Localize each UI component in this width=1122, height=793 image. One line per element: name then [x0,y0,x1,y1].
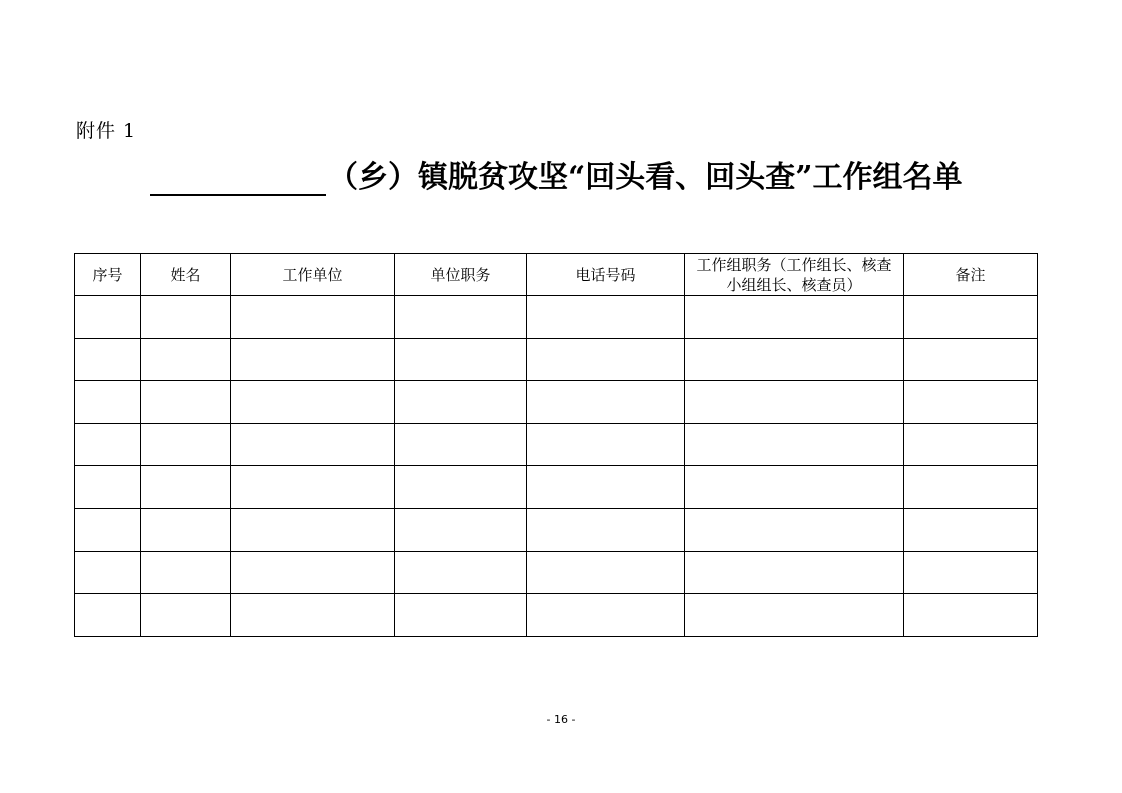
table-cell-group_role[interactable] [685,381,904,424]
table-cell-index[interactable] [75,381,141,424]
table-cell-unit_position[interactable] [395,508,527,551]
table-cell-name[interactable] [141,423,231,466]
column-header-unit-position: 单位职务 [395,254,527,296]
document-title [150,160,963,196]
table-cell-name[interactable] [141,594,231,637]
table-cell-phone[interactable] [527,594,685,637]
table-cell-phone[interactable] [527,466,685,509]
table-cell-work_unit[interactable] [231,338,395,381]
table-row [75,296,1038,339]
table-cell-name[interactable] [141,466,231,509]
table-cell-unit_position[interactable] [395,338,527,381]
table-cell-work_unit[interactable] [231,296,395,339]
table-cell-name[interactable] [141,296,231,339]
table-cell-index[interactable] [75,338,141,381]
table-cell-group_role[interactable] [685,551,904,594]
table-cell-phone[interactable] [527,508,685,551]
column-header-index: 序号 [75,254,141,296]
page-number: - 16 - [546,713,576,726]
table-cell-remarks[interactable] [904,594,1038,637]
table-cell-phone[interactable] [527,423,685,466]
table-cell-work_unit[interactable] [231,423,395,466]
table-cell-remarks[interactable] [904,296,1038,339]
table-cell-unit_position[interactable] [395,381,527,424]
table-row [75,551,1038,594]
table-cell-phone[interactable] [527,296,685,339]
table-cell-remarks[interactable] [904,551,1038,594]
table-cell-unit_position[interactable] [395,466,527,509]
attachment-label: 附件 1 [76,120,137,142]
table-cell-remarks[interactable] [904,423,1038,466]
table-cell-group_role[interactable] [685,296,904,339]
table-row [75,423,1038,466]
column-header-phone: 电话号码 [527,254,685,296]
table-cell-work_unit[interactable] [231,381,395,424]
table-cell-index[interactable] [75,423,141,466]
table-cell-phone[interactable] [527,381,685,424]
table-cell-index[interactable] [75,296,141,339]
table-row [75,338,1038,381]
column-header-remarks: 备注 [904,254,1038,296]
table-cell-unit_position[interactable] [395,296,527,339]
column-header-group-role: 工作组职务（工作组长、核查小组组长、核查员） [685,254,904,296]
table-cell-name[interactable] [141,508,231,551]
table-cell-group_role[interactable] [685,508,904,551]
table-cell-index[interactable] [75,508,141,551]
table-cell-phone[interactable] [527,551,685,594]
table-body [75,296,1038,637]
table-cell-name[interactable] [141,551,231,594]
work-group-roster-table [74,253,1038,637]
table-row [75,508,1038,551]
table-cell-group_role[interactable] [685,338,904,381]
table-cell-work_unit[interactable] [231,551,395,594]
table-cell-name[interactable] [141,338,231,381]
table-row [75,594,1038,637]
table-cell-index[interactable] [75,466,141,509]
table-cell-work_unit[interactable] [231,594,395,637]
table-cell-group_role[interactable] [685,466,904,509]
table-cell-name[interactable] [141,381,231,424]
table-cell-remarks[interactable] [904,466,1038,509]
table-row [75,381,1038,424]
table-cell-unit_position[interactable] [395,551,527,594]
table-cell-unit_position[interactable] [395,423,527,466]
table-cell-group_role[interactable] [685,594,904,637]
title-fill-in-blank[interactable] [150,162,326,196]
table-cell-work_unit[interactable] [231,466,395,509]
table-cell-remarks[interactable] [904,508,1038,551]
table-cell-work_unit[interactable] [231,508,395,551]
table-cell-index[interactable] [75,551,141,594]
table-row [75,466,1038,509]
column-header-name: 姓名 [141,254,231,296]
table-cell-group_role[interactable] [685,423,904,466]
table-cell-unit_position[interactable] [395,594,527,637]
column-header-work-unit: 工作单位 [231,254,395,296]
table-cell-phone[interactable] [527,338,685,381]
table-header-row [75,254,1038,296]
table-cell-remarks[interactable] [904,381,1038,424]
table-cell-index[interactable] [75,594,141,637]
table-cell-remarks[interactable] [904,338,1038,381]
title-text: （乡）镇脱贫攻坚“回头看、回头查”工作组名单 [328,160,963,195]
